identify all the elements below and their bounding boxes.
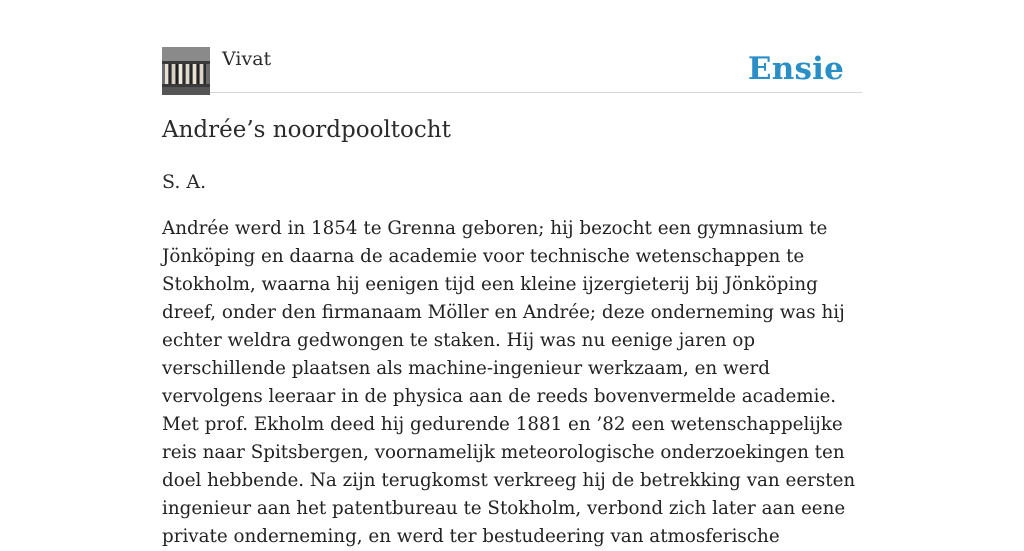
bookshelf-icon	[162, 47, 210, 95]
article-title: Andrée’s noordpooltocht	[162, 117, 451, 143]
brand-logo[interactable]: Ensie	[747, 51, 844, 87]
author-avatar[interactable]	[162, 47, 210, 95]
article-page	[162, 0, 862, 547]
article-body: Andrée werd in 1854 te Grenna geboren; hij bezocht een gymnasium te Jönköping en daarna de academie voor technische wetenschappen te Stokholm, waarna hij eenigen tijd een kleine ijzergieterij bij Jönköping dreef, onder den firmanaam Möller en Andrée; deze onderneming was hij echter weldra gedwongen te staken. Hij was nu eenige jaren op verschillende plaatsen als machine-ingenieur werkzaam, en werd vervolgens leeraar in de physica aan de reeds bovenvermelde academie. Met prof. Ekholm deed hij gedurende 1881 en ’82 een wetenschappelijke reis naar Spitsbergen, voornamelijk meteorologische onderzoekingen ten doel hebbende. Na zijn terugkomst verkreeg hij de betrekking van eersten ingenieur aan het patentbureau te Stokholm, verbond zich later aan eene private onderneming, en werd ter bestudeering van atmosferische	[162, 218, 856, 547]
article-byline: S. A.	[162, 171, 207, 193]
article-header	[162, 46, 862, 93]
author-name[interactable]: Vivat	[222, 48, 272, 70]
